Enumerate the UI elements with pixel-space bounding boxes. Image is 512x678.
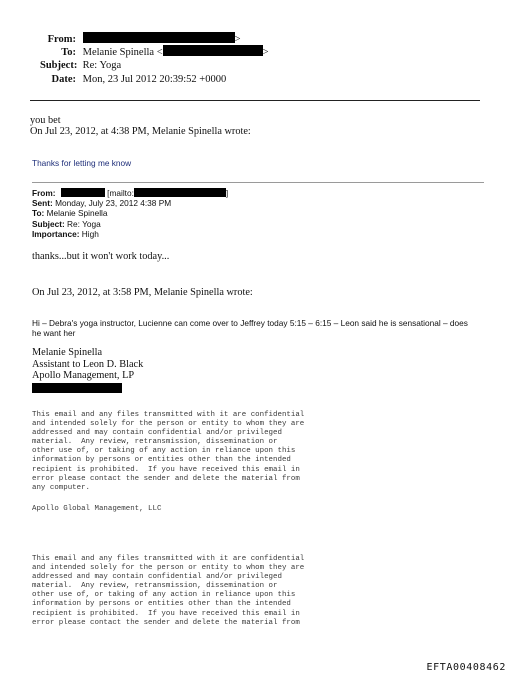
outlook-sent-value: Monday, July 23, 2012 4:38 PM: [55, 198, 172, 209]
quote-header-line: On Jul 23, 2012, at 3:58 PM, Melanie Spinella wrote:: [32, 287, 253, 298]
outlook-from-label: From:: [32, 188, 56, 198]
outlook-sent-label: Sent:: [32, 198, 53, 209]
thanks-but-text: thanks...but it won't work today...: [32, 251, 170, 262]
thanks-message: Thanks for letting me know: [32, 158, 132, 168]
signature-name: Melanie Spinella: [32, 347, 103, 358]
header-date-label: Date:: [51, 74, 76, 85]
outlook-from-end: ]: [225, 188, 229, 198]
reply-text: you bet: [30, 115, 61, 126]
signature-block: [32, 347, 143, 395]
reply-quote-line: On Jul 23, 2012, at 4:38 PM, Melanie Spinella wrote:: [30, 126, 251, 137]
yoga-message: [32, 318, 468, 338]
header-divider: [30, 100, 480, 101]
outlook-to-value: Melanie Spinella: [46, 208, 108, 219]
outlook-from-mailto: [mailto:: [107, 188, 134, 198]
confidentiality-disclaimer-2: This email and any files transmitted with it are confidential and intended solely for the person or entity to whom they are addressed and may contain confidential and/or privileged material. Any review, retransmission, dissemination or other use of, or taking of any action in reliance upon this information by persons or entities other than the intended recipient is prohibited. If you have received this email in error please contact the sender and delete the material from: [32, 555, 305, 627]
outlook-subject-label: Subject:: [32, 218, 65, 229]
header-to-row: [46, 45, 269, 60]
redacted-signature-line: [32, 383, 122, 393]
quoted-message-divider: [32, 182, 484, 183]
header-date-value: Mon, 23 Jul 2012 20:39:52 +0000: [82, 74, 227, 85]
yoga-message-line-1: Hi – Debra's yoga instructor, Lucienne can come over to Jeffrey today 5:15 – 6:15 – Leon said he is sensational – does: [32, 318, 468, 328]
header-date-row: [46, 73, 226, 87]
header-from-label: From:: [47, 34, 76, 45]
header-to-label: To:: [61, 47, 76, 58]
redacted-sender-block: [83, 32, 235, 43]
redacted-outlook-mailto: [134, 188, 229, 198]
header-subject-row: [40, 59, 121, 73]
header-from-close: >: [234, 34, 241, 45]
outlook-subject-value: Re: Yoga: [67, 218, 101, 229]
outlook-from-row: [32, 188, 228, 198]
outlook-header-block: [32, 188, 228, 239]
header-subject-label: Subject:: [40, 60, 78, 71]
outlook-to-row: [32, 208, 228, 218]
outlook-sent-row: [32, 198, 228, 208]
signature-company: Apollo Management, LP: [32, 370, 135, 381]
header-to-value: Melanie Spinella <: [82, 47, 163, 58]
header-subject-value: Re: Yoga: [82, 60, 122, 71]
confidentiality-disclaimer-1: This email and any files transmitted with it are confidential and intended solely for the person or entity to whom they are addressed and may contain confidential and/or privileged material. Any review, retransmission, dissemination or other use of, or taking of any action in reliance upon this information by persons or entities other than the intended recipient is prohibited. If you have received this email in error please contact the sender and delete the material from any computer.: [32, 411, 305, 492]
outlook-to-label: To:: [32, 208, 45, 219]
header-to-close: >: [262, 47, 269, 58]
outlook-importance-label: Importance:: [32, 228, 80, 239]
outlook-subject-row: [32, 219, 228, 229]
apollo-global-line: Apollo Global Management, LLC: [32, 505, 162, 513]
redacted-recipient-block: [163, 45, 263, 56]
outlook-importance-value: High: [81, 228, 99, 239]
outlook-importance-row: [32, 229, 228, 239]
document-id: EFTA00408462: [426, 662, 506, 673]
signature-title: Assistant to Leon D. Black: [32, 358, 144, 370]
yoga-message-line-2: he want her: [32, 328, 76, 338]
redacted-outlook-sender: [61, 188, 105, 197]
